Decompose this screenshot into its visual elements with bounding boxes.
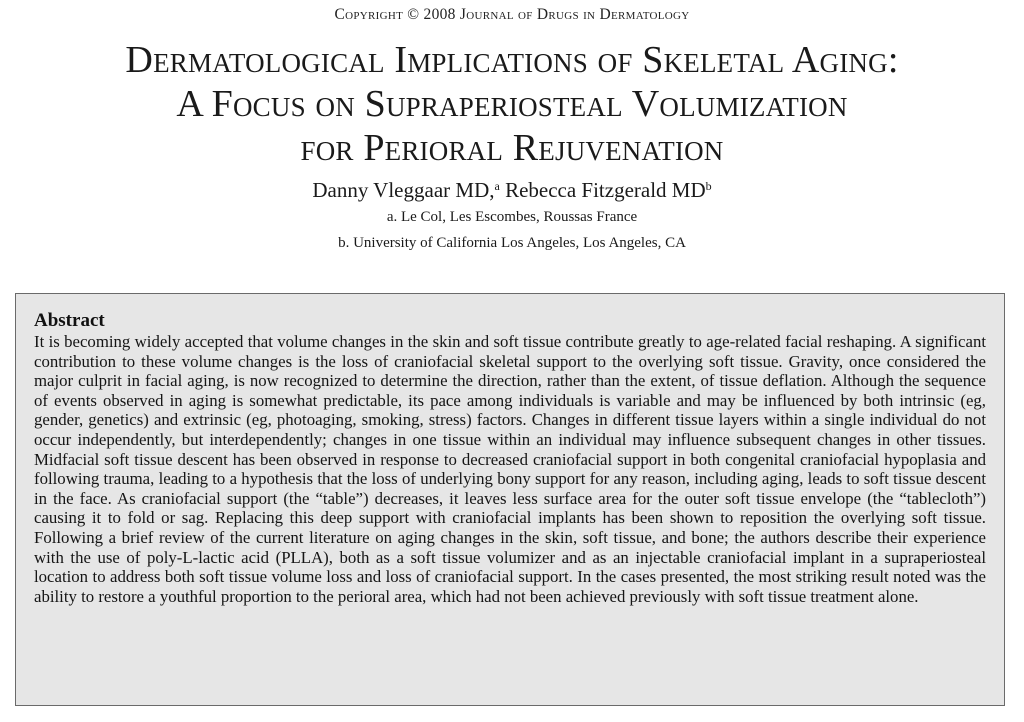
journal-copyright-line: Copyright © 2008 Journal of Drugs in Dermatology: [334, 6, 690, 23]
title-line-1: Dermatological Implications of Skeletal Aging:: [125, 39, 899, 81]
affiliation-a: a. Le Col, Les Escombes, Roussas France: [386, 209, 638, 225]
author-2-affiliation-mark: b: [705, 179, 712, 193]
author-2-name: Rebecca Fitzgerald MD: [499, 178, 706, 202]
author-list: [0, 178, 1024, 203]
author-1-name: Danny Vleggaar MD,: [312, 178, 495, 202]
title-line-2: A Focus on Supraperiosteal Volumization: [176, 83, 848, 125]
author-1-affiliation-mark: a: [494, 179, 500, 193]
abstract-text: It is becoming widely accepted that volume changes in the skin and soft tissue contribute greatly to age-related facial reshaping. A significant contribution to these volume changes is the loss of craniofacial skeletal support to the overlying soft tissue. Gravity, once considered the major culprit in facial aging, is now recognized to determine the direction, rather than the extent, of tissue deflation. Although the sequence of events observed in aging is somewhat predictable, its pace among individuals is variable and may be influenced by both intrinsic (eg, gender, genetics) and extrinsic (eg, photoaging, smoking, stress) factors. Changes in different tissue layers within a single individual do not occur independently, but interdependently; changes in one tissue within an individual may influence subsequent changes in other tissues. Midfacial soft tissue descent has been observed in response to decreased craniofacial support in both congenital craniofacial hypoplasia and following trauma, leading to a hypothesis that the loss of underlying bony support for any reason, including aging, leads to soft tissue descent in the face. As craniofacial support (the “table”) decreases, it leaves less surface area for the outer soft tissue envelope (the “tablecloth”) causing it to fold or sag. Replacing this deep support with craniofacial implants has been shown to reposition the overlying soft tissue. Following a brief review of the current literature on aging changes in the skin, soft tissue, and bone; the authors describe their experience with the use of poly-L-lactic acid (PLLA), both as a soft tissue volumizer and as an injectable craniofacial implant in a supraperiosteal location to address both soft tissue volume loss and loss of craniofacial support. In the cases presented, the most striking result noted was the ability to restore a youthful proportion to the perioral area, which had not been achieved previously with soft tissue treatment alone.: [34, 332, 986, 606]
abstract-box: [15, 293, 1005, 706]
affiliation-b: b. University of California Los Angeles, Los Angeles, CA: [338, 235, 686, 251]
article-title: [0, 38, 1024, 170]
title-line-3: for Perioral Rejuvenation: [300, 127, 724, 169]
abstract-heading: Abstract: [34, 310, 105, 331]
